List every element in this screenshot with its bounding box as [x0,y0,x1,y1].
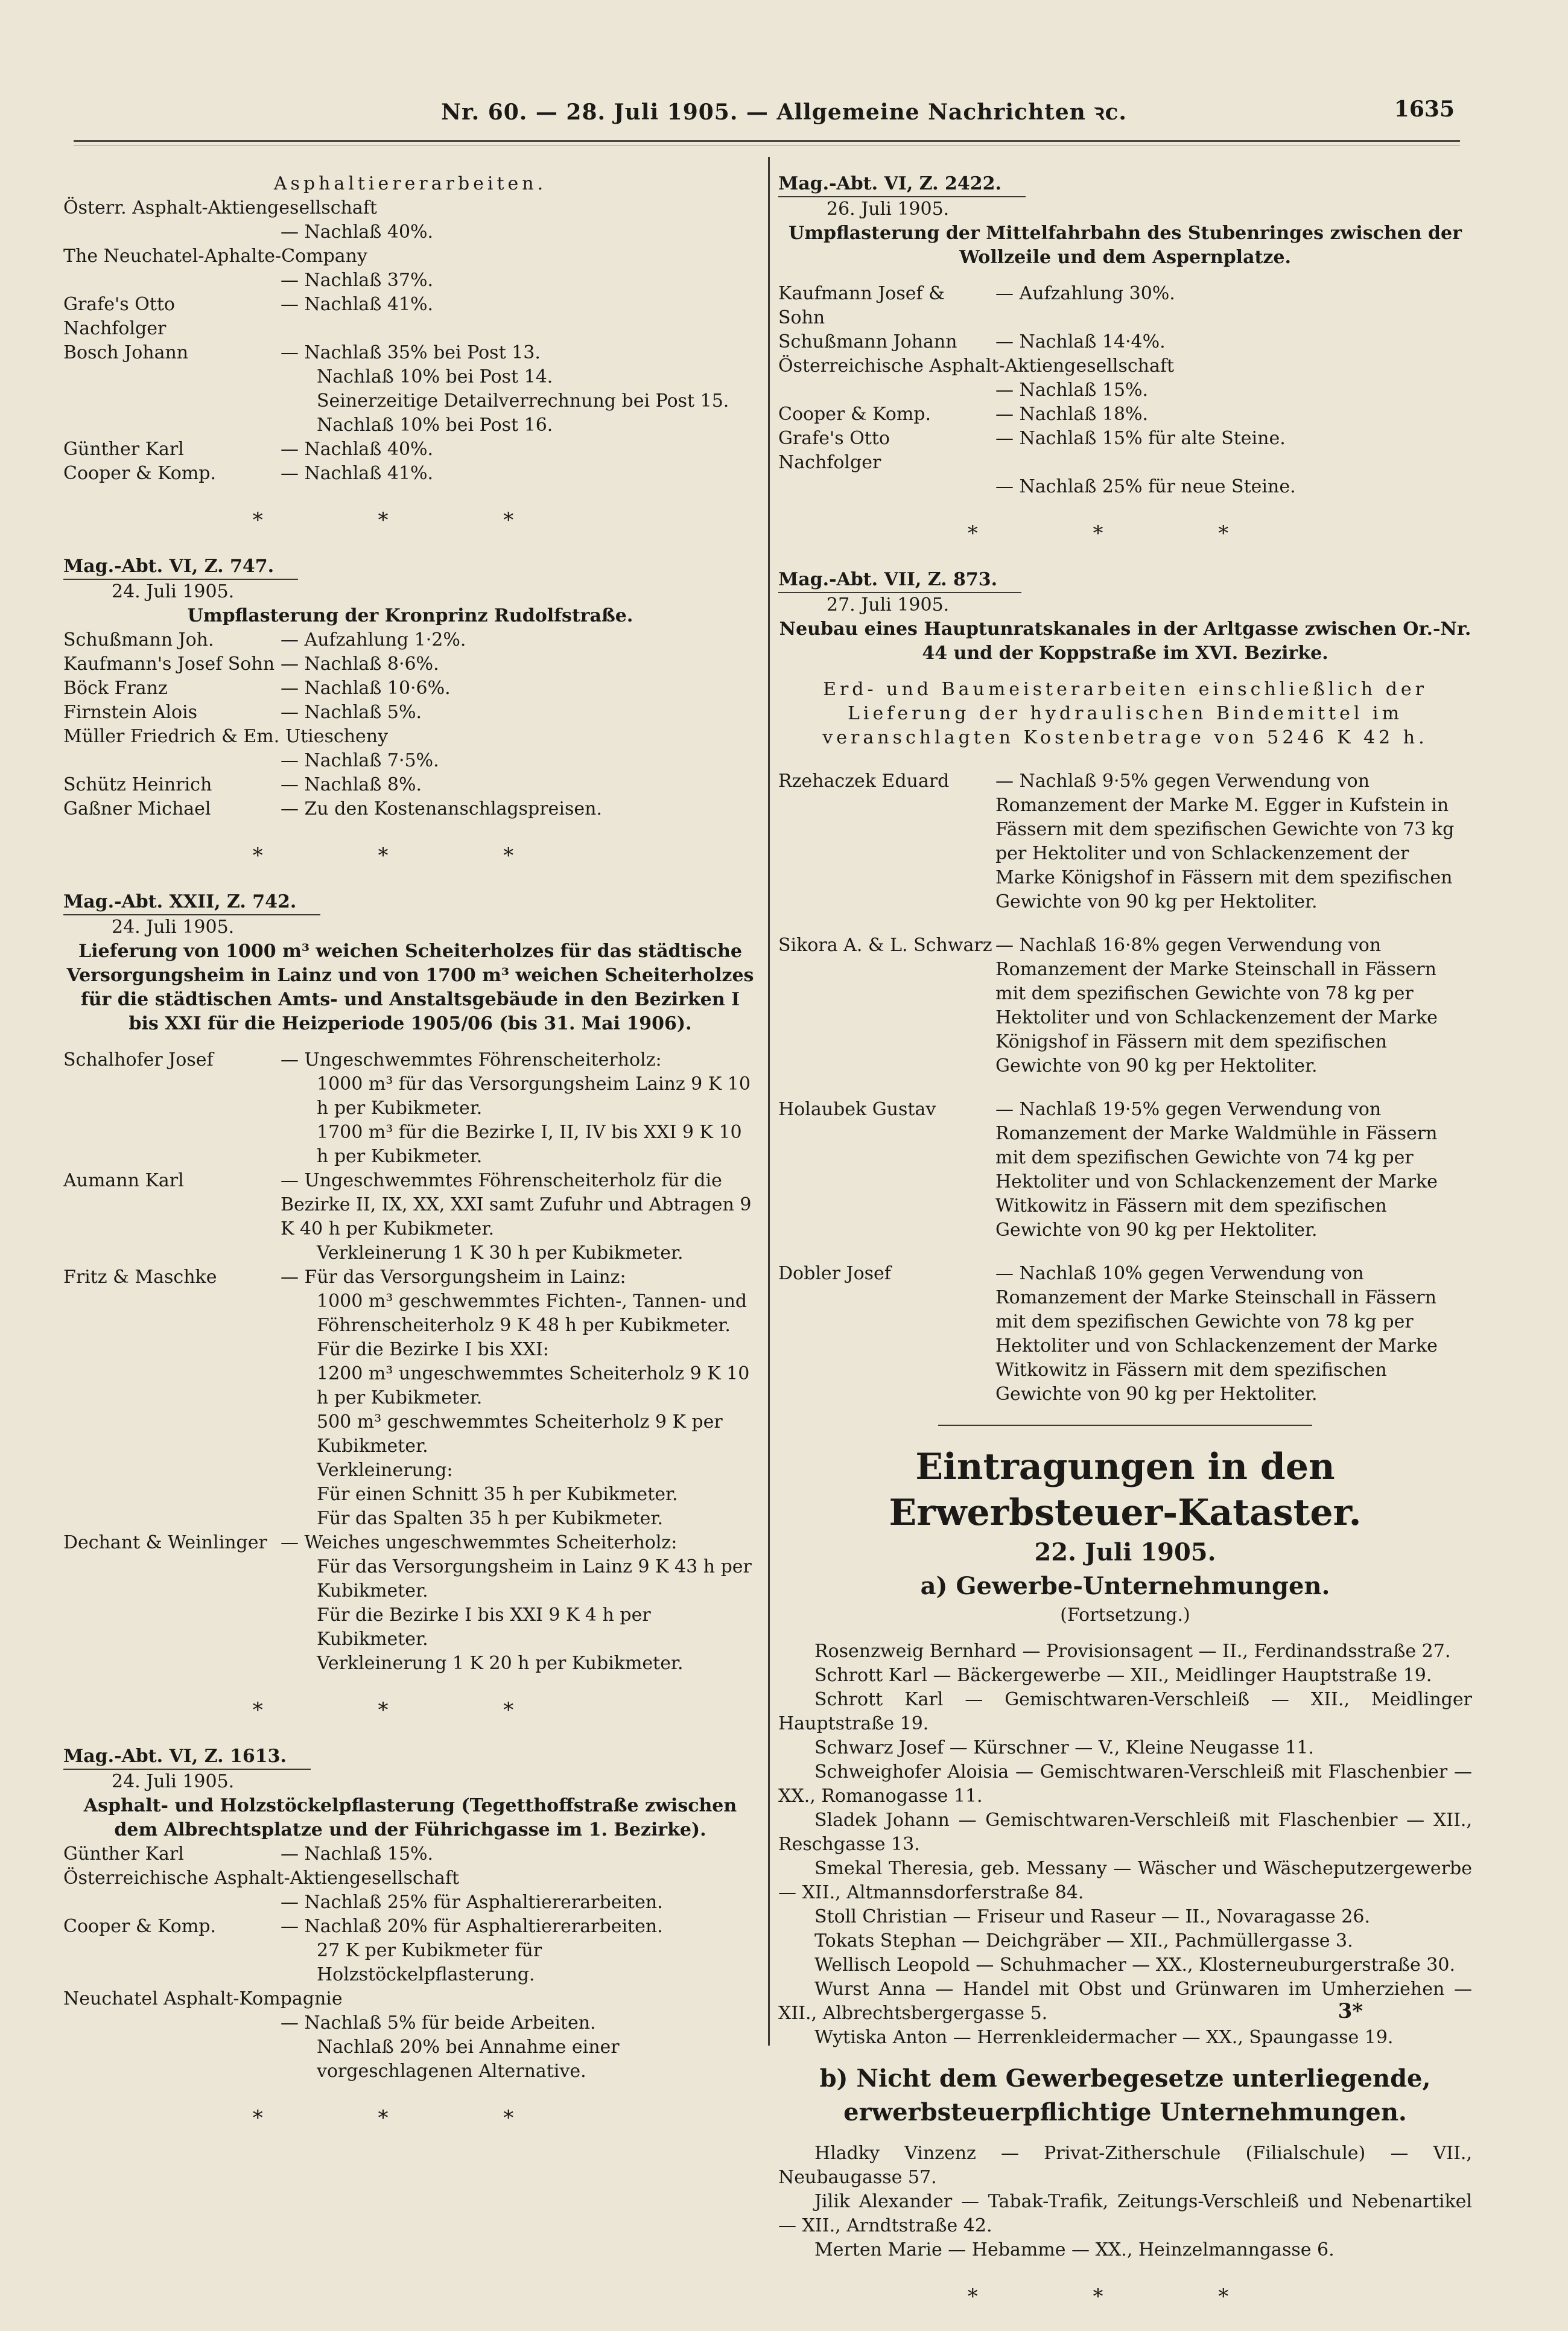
bid-row [63,437,757,462]
bidder-line: Österr. Asphalt-Aktiengesellschaft [63,197,377,218]
bidder-name: Schußmann Joh. [63,629,214,650]
department-reference: Mag.-Abt. VI, Z. 2422. [778,172,1026,197]
bid-text: — Nachlaß 15% für alte Steine. [995,428,1286,449]
bid-row [778,282,1472,330]
register-subheading-b: b) Nicht dem Gewerbegesetze unterliegende, erwerbsteuerpflichtige Unternehmungen. [819,2064,1431,2126]
bid-text: — Nachlaß 10% gegen Verwendung von Romanzement der Marke Steinschall in Fässern mit dem spezifischen Gewichte von 78 kg per Hektoliter und von Schlackenzement der Marke Witkowitz in Fässern mit dem spezifischen Gewichte von 90 kg per Hektoliter. [995,1263,1438,1405]
left-column [63,172,757,2152]
register-entry: Merten Marie — Hebamme — XX., Heinzelmanngasse 6. [814,2239,1335,2260]
bidder-name: Schütz Heinrich [63,774,212,795]
section-title: Asphalt- und Holzstöckelpflasterung (Tegetthoffstraße zwischen dem Albrechtsplatze und der Führichgasse im 1. Bezirke). [83,1795,737,1840]
bid-line: 1700 m³ für die Bezirke I, II, IV bis XXI 9 K 10 h per Kubikmeter. [317,1122,742,1167]
register-date: 22. Juli 1905. [1034,1538,1216,1566]
bidder-name: Günther Karl [63,439,184,460]
bid-text: — Nachlaß 40%. [281,439,434,460]
bid-row [63,701,757,725]
bidder-name: Firnstein Alois [63,702,198,723]
bidder-name: Dechant & Weinlinger [63,1532,267,1553]
section-date: 27. Juli 1905. [827,594,950,615]
register-entry: Tokats Stephan — Deichgräber — XII., Pachmüllergasse 3. [814,1930,1353,1951]
bid-row [63,1265,757,1290]
bid-line: Für das Versorgungsheim in Lainz 9 K 43 h per Kubikmeter. [317,1556,752,1601]
bid-row [63,1531,757,1555]
bid-line: 1000 m³ geschwemmtes Fichten-, Tannen- und Föhrenscheiterholz 9 K 48 h per Kubikmeter. [317,1291,747,1336]
bid-line: Nachlaß 10% bei Post 16. [317,415,553,436]
section-stars: * * * [252,844,568,868]
bid-text: — Nachlaß 15%. [281,1843,434,1865]
bid-text: — Nachlaß 14·4%. [995,331,1166,352]
department-reference: Mag.-Abt. XXII, Z. 742. [63,890,320,915]
bid-row [63,1842,757,1866]
bid-line: 27 K per Kubikmeter für Holzstöckelpflasterung. [317,1940,542,1985]
bid-row [778,330,1472,354]
bid-text: — Nachlaß 35% bei Post 13. [281,342,541,363]
register-entry: Wellisch Leopold — Schuhmacher — XX., Klosterneuburgerstraße 30. [814,1954,1456,1976]
bid-text: — Nachlaß 9·5% gegen Verwendung von Romanzement der Marke M. Egger in Kufstein in Fässern mit dem spezifischen Gewichte von 73 kg per Hektoliter und von Schlackenzement der Marke Königshof in Fässern mit dem spezifischen Gewichte von 90 kg per Hektoliter. [995,771,1455,912]
bid-text: — Nachlaß 41%. [281,463,434,484]
bid-line: Für die Bezirke I bis XXI 9 K 4 h per Kubikmeter. [317,1604,651,1650]
register-entry: Schrott Karl — Gemischtwaren-Verschleiß — XII., Meidlinger Hauptstraße 19. [778,1689,1472,1734]
bid-row [778,1098,1472,1242]
bid-row [778,933,1472,1078]
bidder-name: Günther Karl [63,1843,184,1865]
section-title: Lieferung von 1000 m³ weichen Scheiterholzes für das städtische Versorgungsheim in Lainz und von 1700 m³ weichen Scheiterholzes für die städtischen Amts- und Anstaltsgebäude in den Bezirken I bis XXI für die Heizperiode 1905/06 (bis 31. Mai 1906). [66,941,754,1034]
department-reference: Mag.-Abt. VI, Z. 1613. [63,1744,311,1770]
bid-text: — Zu den Kostenanschlagspreisen. [281,798,602,819]
bidder-name: Fritz & Maschke [63,1267,217,1288]
bidder-name: Gaßner Michael [63,798,211,819]
section-heading: Asphaltiererarbeiten. [273,173,547,194]
bidder-name: Rzehaczek Eduard [778,771,950,792]
register-entry: Wytiska Anton — Herrenkleidermacher — XX., Spaungasse 19. [814,2027,1394,2048]
bid-row [63,293,757,341]
bid-text: — Aufzahlung 30%. [995,283,1175,304]
section-date: 24. Juli 1905. [112,917,235,938]
bid-text: — Nachlaß 8·6%. [281,654,439,675]
bid-line: — Nachlaß 25% für neue Steine. [995,476,1296,497]
bidder-name: Schußmann Johann [778,331,957,352]
section-date: 26. Juli 1905. [827,199,950,220]
header-rule [74,140,1460,142]
register-entry: Smekal Theresia, geb. Messany — Wäscher und Wäscheputzergewerbe — XII., Altmannsdorferstraße 84. [778,1858,1472,1903]
bidder-line: Neuchatel Asphalt-Kompagnie [63,1988,343,2009]
bidder-name: Schalhofer Josef [63,1049,214,1070]
bid-row [63,652,757,676]
bidder-name: Dobler Josef [778,1263,891,1284]
section-stars: * * * [967,521,1283,545]
register-entry: Schweighofer Aloisia — Gemischtwaren-Verschleiß mit Flaschenbier — XX., Romanogasse 11. [778,1761,1472,1807]
section-title: Neubau eines Hauptunratskanales in der Arltgasse zwischen Or.-Nr. 44 und der Koppstraße im XVI. Bezirke. [779,619,1471,664]
bidder-line: Müller Friedrich & Em. Utiescheny [63,726,389,747]
bid-line: Für einen Schnitt 35 h per Kubikmeter. [317,1484,678,1505]
section-intro: Erd- und Baumeisterarbeiten einschließlich der Lieferung der hydraulischen Bindemittel im veranschlagten Kostenbetrage von 5246 K 42 h. [822,679,1428,748]
bid-text: — Nachlaß 20% für Asphaltiererarbeiten. [281,1916,663,1937]
bidder-name: Cooper & Komp. [63,463,217,484]
bidder-name: Cooper & Komp. [778,404,932,425]
continuation-note: (Fortsetzung.) [1060,1604,1190,1626]
bid-row [63,1169,757,1241]
register-entry: Schrott Karl — Bäckergewerbe — XII., Meidlinger Hauptstraße 19. [814,1665,1432,1686]
bid-text: — Nachlaß 18%. [995,404,1149,425]
bid-line: Für das Spalten 35 h per Kubikmeter. [317,1508,663,1529]
register-entry: Sladek Johann — Gemischtwaren-Verschleiß mit Flaschenbier — XII., Reschgasse 13. [778,1810,1472,1855]
bid-line: 1200 m³ ungeschwemmtes Scheiterholz 9 K 10 h per Kubikmeter. [317,1363,750,1408]
bid-row [778,769,1472,914]
bidder-line: Österreichische Asphalt-Aktiengesellschaft [63,1868,460,1889]
bidder-name: Böck Franz [63,678,168,699]
bid-line: Verkleinerung 1 K 20 h per Kubikmeter. [317,1653,684,1674]
bid-line: — Nachlaß 37%. [281,270,434,291]
bid-text: — Ungeschwemmtes Föhrenscheiterholz: [281,1049,662,1070]
bidder-name: Bosch Johann [63,342,189,363]
bidder-name: Kaufmann's Josef Sohn [63,654,275,675]
bidder-name: Holaubek Gustav [778,1099,936,1120]
column-divider [768,157,770,2046]
page-number: 1635 [1394,97,1455,122]
page-header [0,97,1568,133]
section-date: 24. Juli 1905. [112,1771,235,1792]
bid-line: — Nachlaß 40%. [281,221,434,243]
bid-line: Nachlaß 10% bei Post 14. [317,366,553,387]
header-title: Nr. 60. — 28. Juli 1905. — Allgemeine Nachrichten ꝛc. [441,100,1127,125]
bid-line: Verkleinerung 1 K 30 h per Kubikmeter. [317,1242,684,1264]
bid-row [63,462,757,486]
register-subheading-a: a) Gewerbe-Unternehmungen. [920,1572,1330,1600]
bidder-name: Sikora A. & L. Schwarz [778,935,992,956]
bidder-name: Grafe's Otto Nachfolger [778,428,890,473]
bid-text: — Nachlaß 19·5% gegen Verwendung von Romanzement der Marke Waldmühle in Fässern mit dem spezifischen Gewichte von 74 kg per Hektoliter und von Schlackenzement der Marke Witkowitz in Fässern mit dem spezifischen Gewichte von 90 kg per Hektoliter. [995,1099,1438,1241]
bid-line: Verkleinerung: [317,1460,453,1481]
bid-line: Seinerzeitige Detailverrechnung bei Post 15. [317,390,729,412]
section-stars: * * * [252,1698,568,1722]
bid-line: Für die Bezirke I bis XXI: [317,1339,549,1360]
register-entry: Rosenzweig Bernhard — Provisionsagent — II., Ferdinandsstraße 27. [814,1641,1451,1662]
section-title: Umpflasterung der Kronprinz Rudolfstraße. [187,605,633,626]
bid-text: — Nachlaß 5%. [281,702,422,723]
register-entry: Hladky Vinzenz — Privat-Zitherschule (Filialschule) — VII., Neubaugasse 57. [778,2143,1472,2188]
bidder-line: The Neuchatel-Aphalte-Company [63,246,367,267]
bidder-name: Grafe's Otto Nachfolger [63,294,175,339]
bidder-line: Österreichische Asphalt-Aktiengesellschaft [778,355,1175,377]
department-reference: Mag.-Abt. VI, Z. 747. [63,555,298,580]
bid-text: — Nachlaß 8%. [281,774,422,795]
bid-line: 1000 m³ für das Versorgungsheim Lainz 9 K 10 h per Kubikmeter. [317,1073,751,1119]
bidder-name: Aumann Karl [63,1170,184,1191]
bid-line: — Nachlaß 7·5%. [281,750,439,771]
section-date: 24. Juli 1905. [112,581,235,602]
bid-line: 500 m³ geschwemmtes Scheiterholz 9 K per Kubikmeter. [317,1411,723,1457]
bid-row [63,676,757,701]
section-separator [938,1425,1312,1426]
bid-text: — Nachlaß 16·8% gegen Verwendung von Romanzement der Marke Steinschall in Fässern mit dem spezifischen Gewichte von 78 kg per Hektoliter und von Schlackenzement der Marke Königshof in Fässern mit dem spezifischen Gewichte von 90 kg per Hektoliter. [995,935,1438,1076]
register-title: Eintragungen in den Erwerbsteuer-Kataster. [889,1446,1362,1534]
bid-line: — Nachlaß 5% für beide Arbeiten. [281,2012,596,2034]
bid-line: — Nachlaß 25% für Asphaltiererarbeiten. [281,1892,663,1913]
bid-row [63,773,757,797]
bid-text: — Nachlaß 10·6%. [281,678,451,699]
section-stars: * * * [252,508,568,532]
bidder-name: Kaufmann Josef & Sohn [778,283,945,328]
bidder-name: Cooper & Komp. [63,1916,217,1937]
bid-row [63,797,757,821]
register-entry: Stoll Christian — Friseur und Raseur — II., Novaragasse 26. [814,1906,1371,1927]
section-title: Umpflasterung der Mittelfahrbahn des Stubenringes zwischen der Wollzeile und dem Aspernplatze. [789,223,1462,268]
register-entry: Jilik Alexander — Tabak-Trafik, Zeitungs-Verschleiß und Nebenartikel — XII., Arndtstraße 42. [778,2191,1472,2236]
bid-row [63,1048,757,1072]
bid-row [778,1262,1472,1407]
signature-mark: 3* [1338,1999,1363,2023]
bid-row [778,427,1472,475]
bid-row [63,628,757,652]
bid-row [63,341,757,365]
bid-row [63,1915,757,1939]
register-entry: Wurst Anna — Handel mit Obst und Grünwaren im Umherziehen — XII., Albrechtsbergergasse 5. [778,1979,1472,2024]
bid-row [778,402,1472,427]
bid-line: — Nachlaß 15%. [995,380,1149,401]
bid-text: — Aufzahlung 1·2%. [281,629,466,650]
department-reference: Mag.-Abt. VII, Z. 873. [778,568,1021,593]
bid-text: — Weiches ungeschwemmtes Scheiterholz: [281,1532,678,1553]
bid-text: — Nachlaß 41%. [281,294,434,315]
right-column [778,172,1472,2331]
section-stars: * * * [252,2106,568,2130]
bid-text: — Ungeschwemmtes Föhrenscheiterholz für die Bezirke II, IX, XX, XXI samt Zufuhr und Abtragen 9 K 40 h per Kubikmeter. [281,1170,752,1239]
register-entry: Schwarz Josef — Kürschner — V., Kleine Neugasse 11. [814,1737,1314,1758]
bid-text: — Für das Versorgungsheim in Lainz: [281,1267,626,1288]
section-stars: * * * [967,2285,1283,2309]
bid-line: Nachlaß 20% bei Annahme einer vorgeschlagenen Alternative. [317,2037,620,2082]
